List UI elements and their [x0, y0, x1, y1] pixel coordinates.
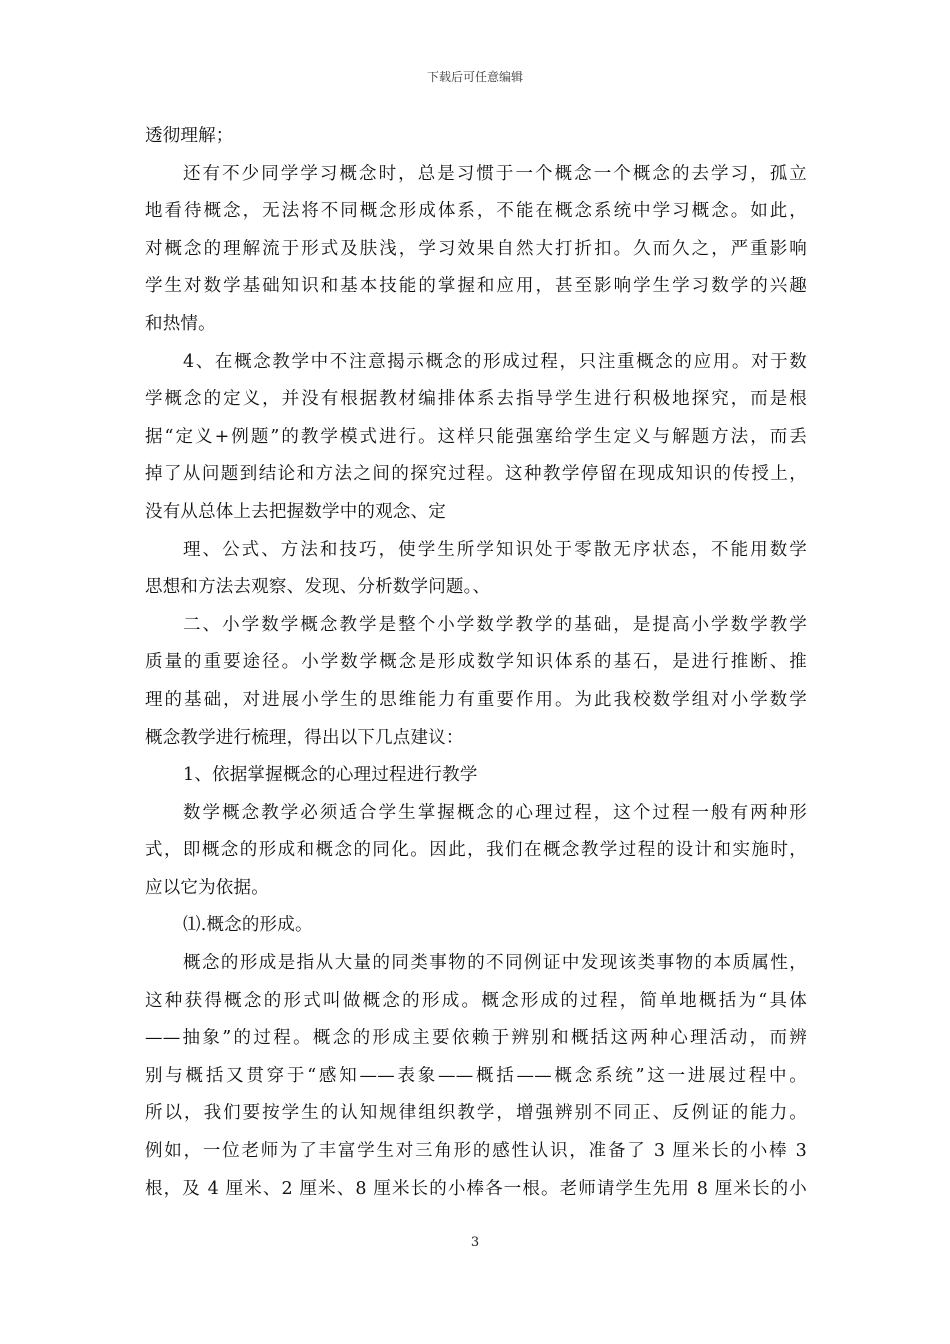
text-line: 地看待概念，无法将不同概念形成体系，不能在概念系统中学习概念。如此，: [145, 201, 807, 222]
text-line: 掉了从问题到结论和方法之间的探究过程。这种教学停留在现成知识的传授上，: [145, 464, 807, 485]
text-line: 据“定义+例题”的教学模式进行。这样只能强塞给学生定义与解题方法，而丢: [145, 426, 807, 447]
text-line: 所以，我们要按学生的认知规律组织教学，增强辨别不同正、反例证的能力。: [145, 1103, 807, 1124]
document-body: [145, 118, 807, 1208]
text-line: 二、小学数学概念教学是整个小学数学教学的基础，是提高小学数学教学: [183, 614, 807, 635]
text-line: 质量的重要途径。小学数学概念是形成数学知识体系的基石，是进行推断、推: [145, 652, 807, 673]
text-line: 4、在概念教学中不注意揭示概念的形成过程，只注重概念的应用。对于数: [183, 351, 807, 372]
text-line: 对概念的理解流于形式及肤浅，学习效果自然大打折扣。久而久之，严重影响: [145, 238, 807, 259]
page-number: 3: [470, 1235, 480, 1250]
text-line: 理的基础，对进展小学生的思维能力有重要作用。为此我校数学组对小学数学: [145, 689, 807, 710]
text-line: 透彻理解；: [145, 126, 234, 146]
text-line: 别与概括又贯穿于“感知——表象——概括——概念系统”这一进展过程中。: [145, 1065, 807, 1086]
text-line: 这种获得概念的形式叫做概念的形成。概念形成的过程，简单地概括为“具体: [145, 990, 807, 1011]
text-line: 学生对数学基础知识和基本技能的掌握和应用，甚至影响学生学习数学的兴趣: [145, 276, 807, 297]
text-line: ⑴.概念的形成。: [183, 915, 313, 936]
text-line: 应以它为依据。: [145, 877, 269, 898]
text-line: 和热情。: [145, 313, 216, 334]
page-header: 下载后可任意编辑: [426, 70, 523, 84]
text-line: 还有不少同学学习概念时，总是习惯于一个概念一个概念的去学习，孤立: [183, 163, 807, 184]
text-line: 思想和方法去观察、发现、分析数学问题。、: [145, 577, 491, 598]
text-line: 理、公式、方法和技巧，使学生所学知识处于零散无序状态，不能用数学: [183, 539, 807, 560]
text-line: ——抽象”的过程。概念的形成主要依赖于辨别和概括这两种心理活动，而辨: [145, 1028, 807, 1049]
text-line: 1、依据掌握概念的心理过程进行教学: [183, 765, 478, 786]
text-line: 根，及 4 厘米、2 厘米、8 厘米长的小棒各一根。老师请学生先用 8 厘米长的小: [145, 1178, 807, 1199]
text-line: 式，即概念的形成和概念的同化。因此，我们在概念教学过程的设计和实施时，: [145, 840, 807, 861]
text-line: 学概念的定义，并没有根据教材编排体系去指导学生进行积极地探究，而是根: [145, 389, 807, 410]
text-line: 没有从总体上去把握数学中的观念、定: [145, 501, 446, 522]
text-line: 概念的形成是指从大量的同类事物的不同例证中发现该类事物的本质属性，: [183, 953, 807, 974]
text-line: 概念教学进行梳理，得出以下几点建议：: [145, 727, 464, 748]
text-line: 例如，一位老师为了丰富学生对三角形的感性认识，准备了 3 厘米长的小棒 3: [145, 1141, 807, 1162]
text-line: 数学概念教学必须适合学生掌握概念的心理过程，这个过程一般有两种形: [183, 802, 807, 823]
